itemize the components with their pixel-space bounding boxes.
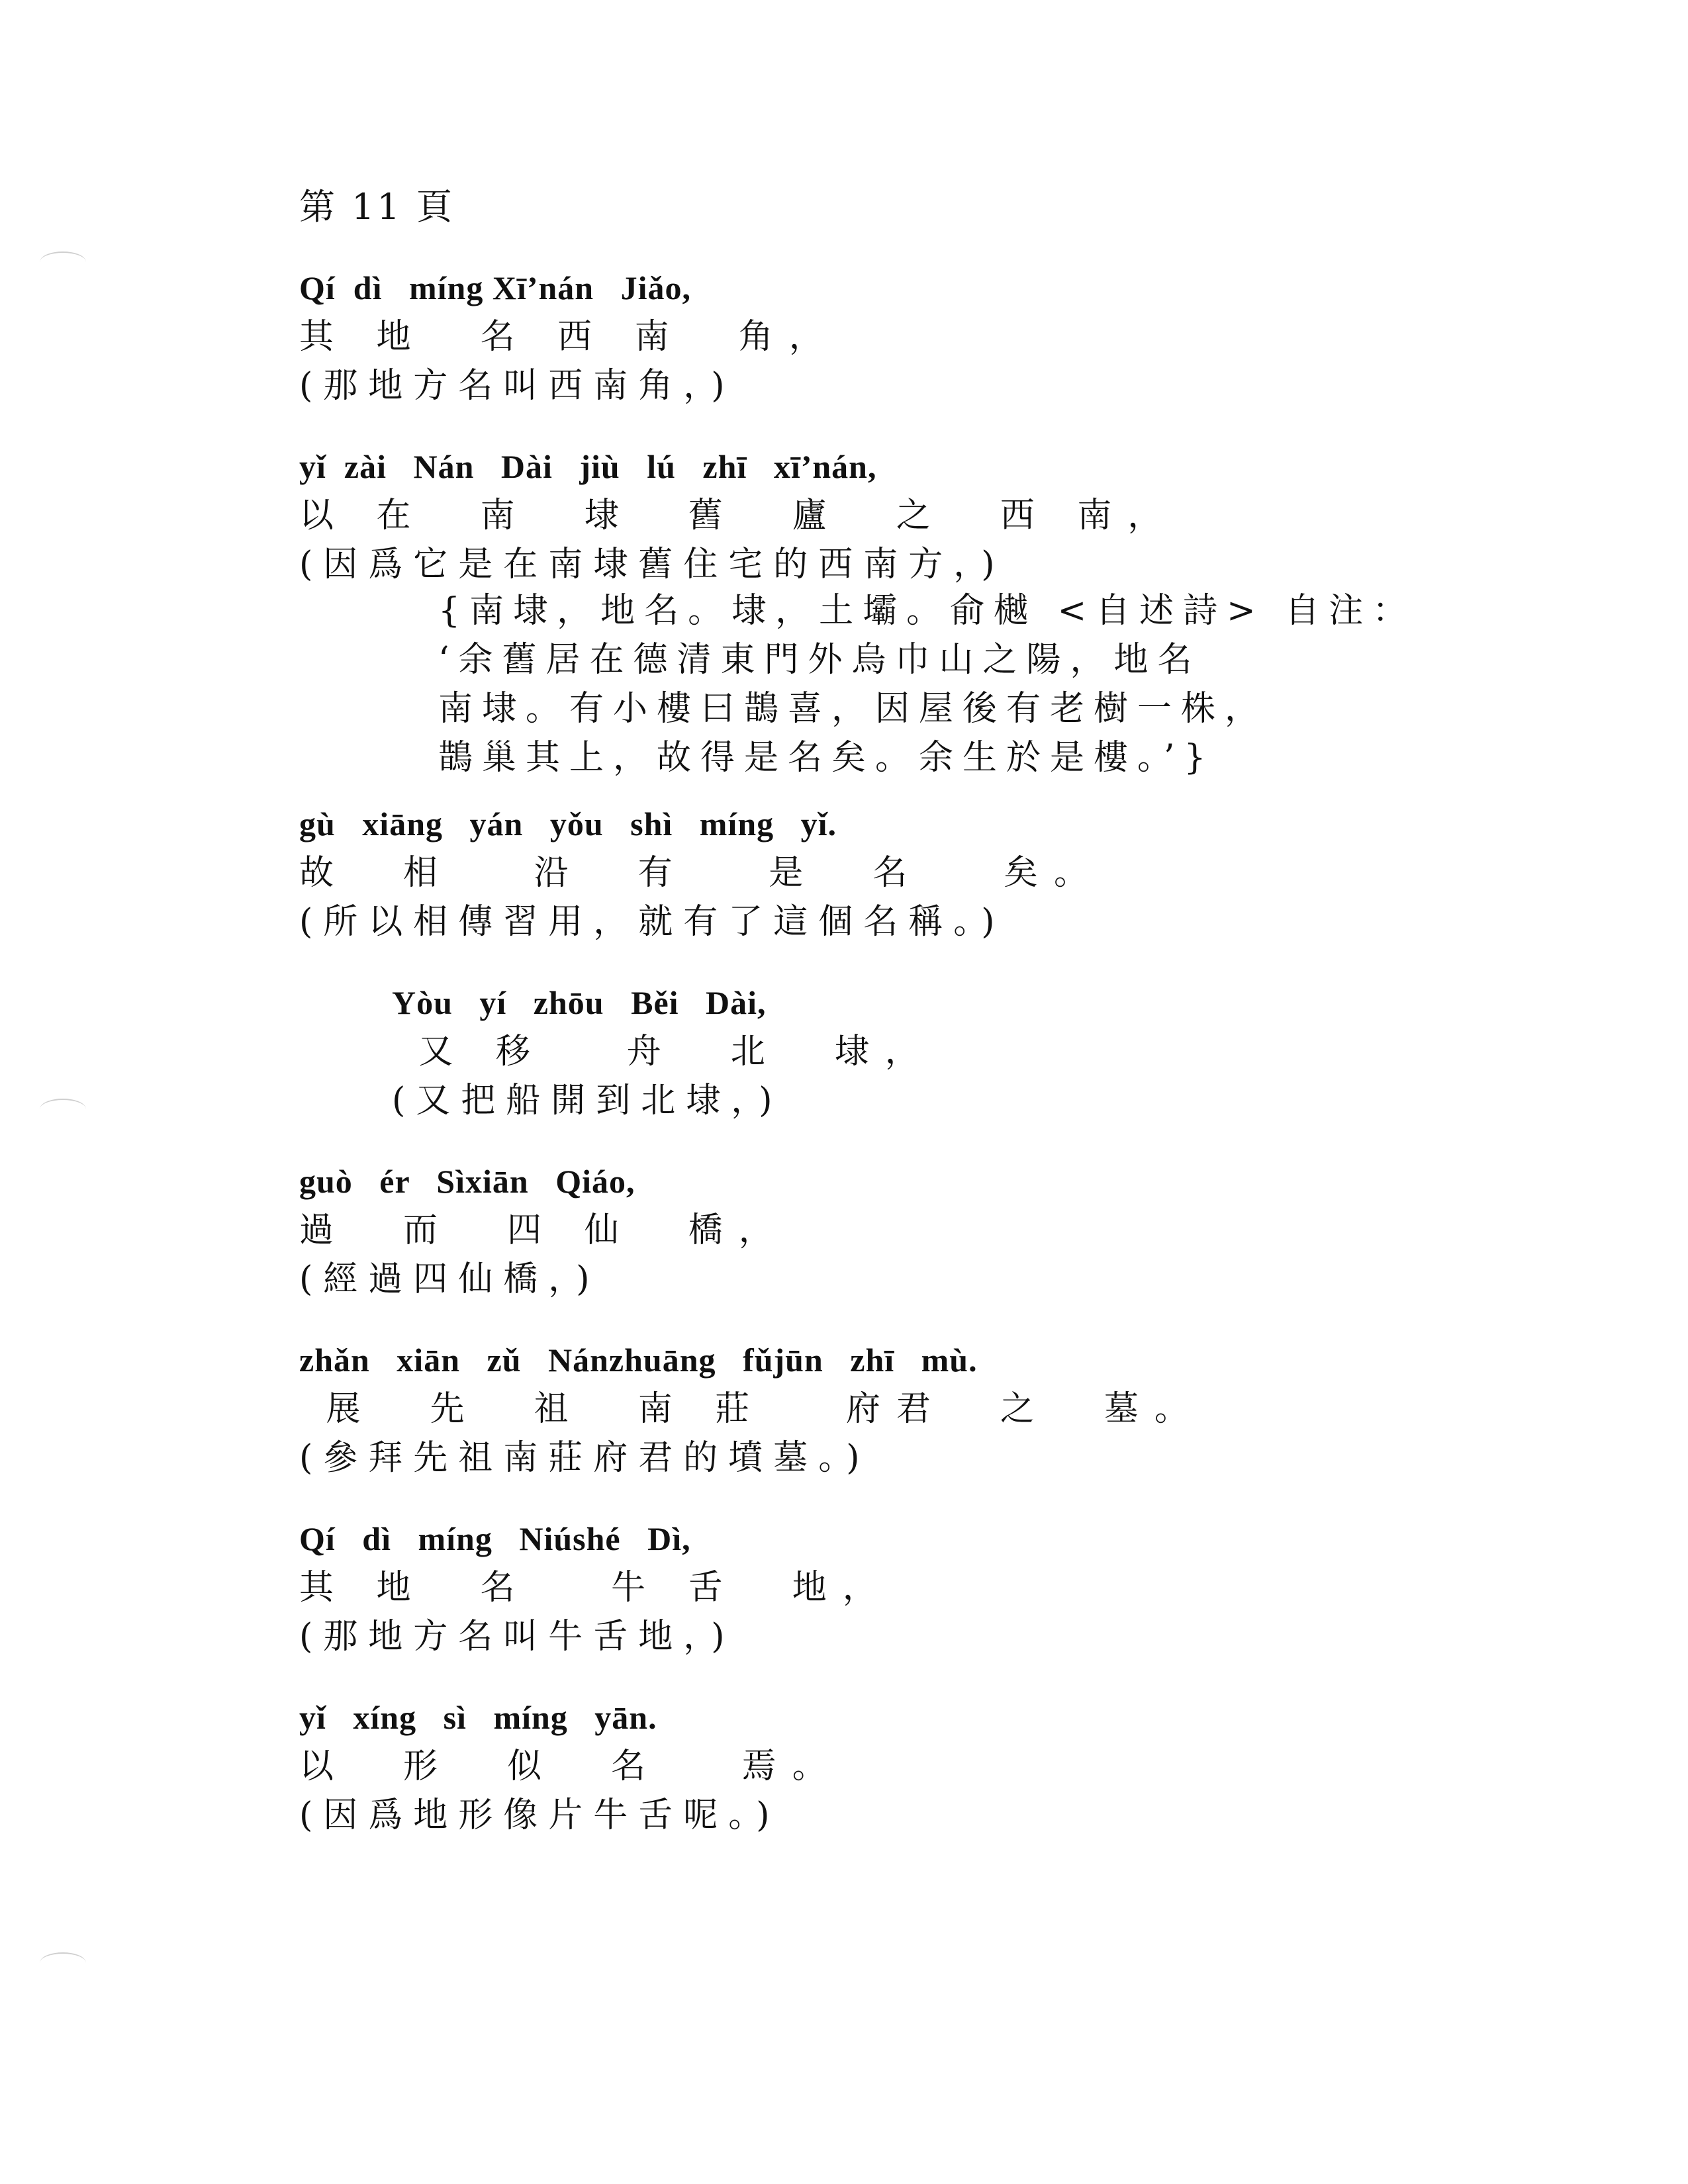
translation-line: (因爲它是在南埭舊住宅的西南方，) [299, 545, 1006, 584]
pinyin-line: guò ér Sìxiān Qiáo, [299, 1163, 635, 1200]
verse-stanza-8 [299, 1693, 843, 1840]
verse-stanza-4 [392, 978, 935, 1125]
footnote-line: {南埭，地名。埭，土壩。俞樾 <自述詩> 自注： [438, 591, 1417, 631]
translation-line: (又把船開到北埭，) [392, 1081, 783, 1120]
verse-stanza-3 [299, 799, 1104, 946]
translation-line: (經過四仙橋，) [299, 1259, 600, 1299]
hanzi-line: 其 地 名 牛 舌 地， [299, 1568, 893, 1608]
pinyin-line: Qí dì míng Niúshé Dì, [299, 1520, 691, 1557]
pinyin-line: Yòu yí zhōu Běi Dài, [392, 984, 767, 1021]
pinyin-line: yǐ zài Nán Dài jiù lú zhī xī’nán, [299, 448, 877, 485]
translation-line: (那地方名叫西南角，) [299, 366, 735, 406]
hanzi-line: 展 先 祖 南 莊 府君 之 墓。 [299, 1389, 1205, 1429]
scan-mark [40, 251, 86, 273]
footnote-line: ‘余舊居在德清東門外烏巾山之陽，地名 [438, 640, 1201, 680]
footnote-line: 鵲巢其上，故得是名矣。余生於是樓。’} [438, 738, 1215, 778]
pinyin-line: yǐ xíng sì míng yān. [299, 1699, 657, 1736]
translation-line: (因爲地形像片牛舌呢。) [299, 1796, 780, 1835]
hanzi-line: 以 形 似 名 焉。 [299, 1747, 843, 1786]
hanzi-line: 又 移 舟 北 埭， [392, 1032, 935, 1071]
footnote-block [438, 586, 1416, 782]
footnote-line: 南埭。有小樓曰鵲喜，因屋後有老樹一株， [438, 689, 1269, 729]
hanzi-line: 其 地 名 西 南 角， [299, 317, 839, 357]
verse-stanza-5 [299, 1157, 789, 1304]
translation-line: (參拜先祖南莊府君的墳墓。) [299, 1438, 870, 1478]
page-number-header: 第 11 頁 [299, 186, 455, 228]
pinyin-line: Qí dì míng Xī’nán Jiǎo, [299, 269, 691, 306]
hanzi-line: 以 在 南 埭 舊 廬 之 西 南， [299, 496, 1178, 535]
verse-stanza-7 [299, 1514, 893, 1661]
scan-mark [40, 1099, 86, 1120]
pinyin-line: zhǎn xiān zǔ Nánzhuāng fǔjūn zhī mù. [299, 1342, 978, 1379]
hanzi-line: 故 相 沿 有 是 名 矣。 [299, 853, 1104, 893]
translation-line: (所以相傳習用，就有了這個名稱。) [299, 902, 1006, 942]
verse-stanza-6 [299, 1336, 1205, 1482]
verse-stanza-2 [299, 442, 1178, 589]
pinyin-line: gù xiāng yán yǒu shì míng yǐ. [299, 805, 837, 842]
scan-mark [40, 1952, 86, 1974]
translation-line: (那地方名叫牛舌地，) [299, 1617, 735, 1657]
hanzi-line: 過 而 四 仙 橋， [299, 1210, 789, 1250]
verse-stanza-1 [299, 263, 839, 410]
